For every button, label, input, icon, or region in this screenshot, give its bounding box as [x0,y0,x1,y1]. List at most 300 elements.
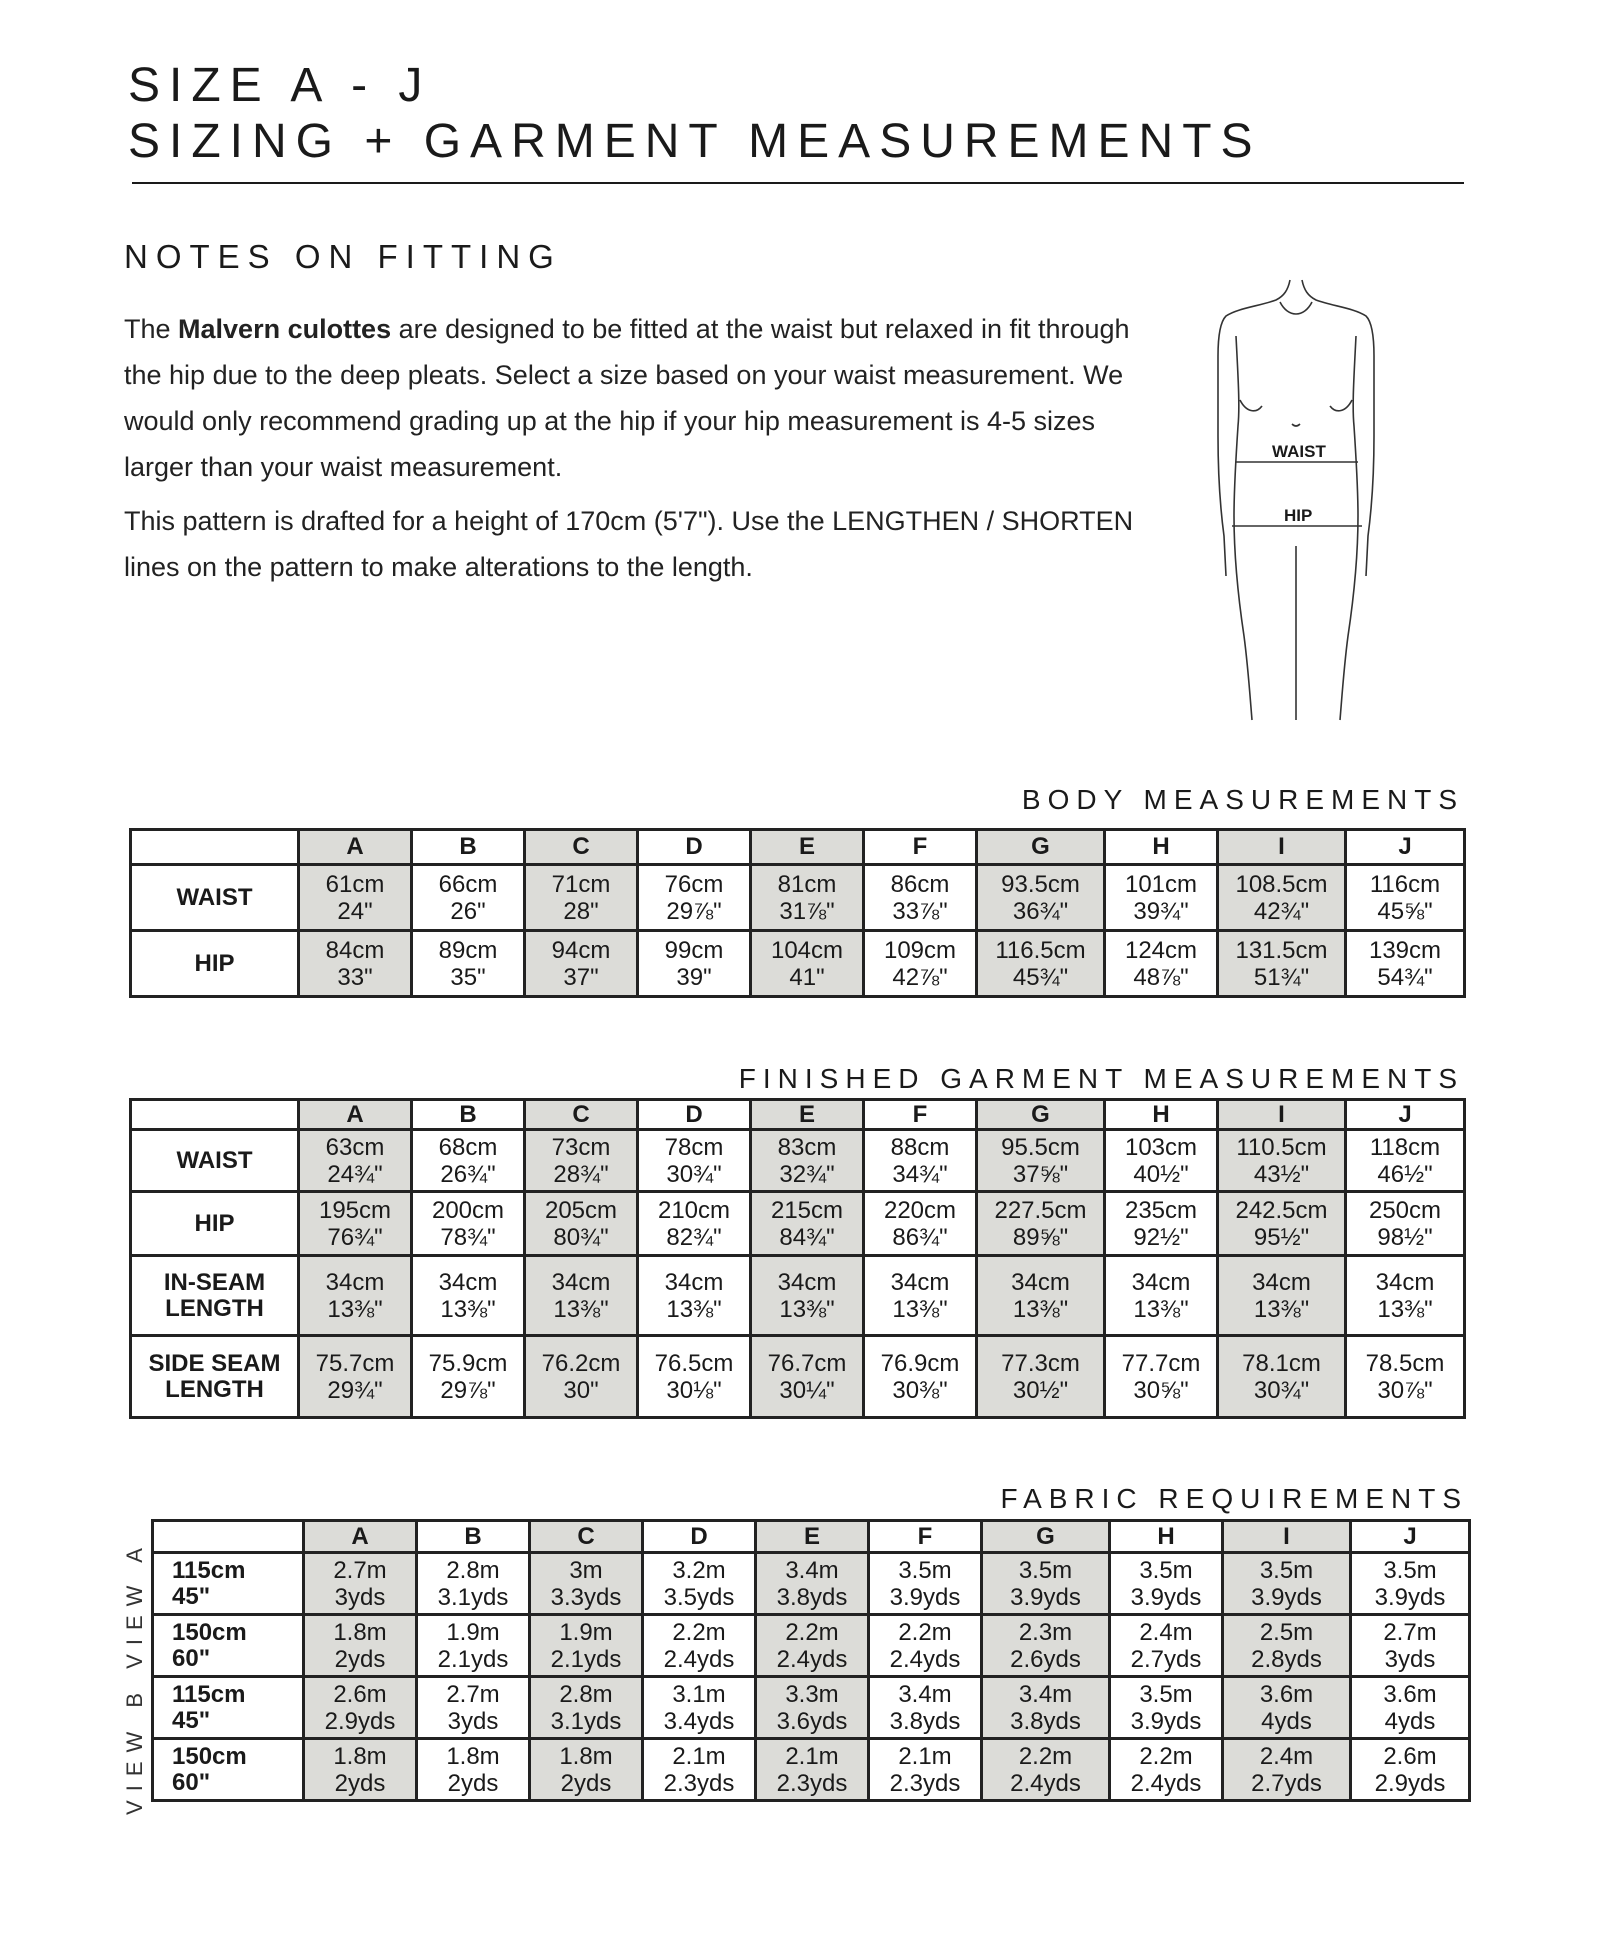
metric-value: 2.7m [446,1680,500,1708]
metric-value: 34cm [551,1268,611,1296]
fabric-size-header-f: F [869,1521,982,1553]
imperial-value: 2.4yds [776,1645,848,1673]
imperial-value: 2.8yds [1251,1645,1322,1673]
finished-size-header-b: B [412,1100,525,1130]
finished-cell-g [977,1256,1105,1336]
metric-value: 116.5cm [995,936,1086,964]
finished-cell-g [977,1192,1105,1256]
finished-cell-g [977,1130,1105,1192]
fabric-cell-h [1110,1677,1223,1739]
metric-value: 34cm [1375,1268,1435,1296]
finished-measurements-table [129,1098,1466,1419]
imperial-value: 3.3yds [550,1583,622,1611]
fabric-cell-d [643,1553,756,1615]
metric-value: 81cm [777,870,837,898]
metric-value: 3.1m [672,1680,726,1708]
fabric-row [153,1739,1470,1801]
imperial-value: 30⅜" [892,1376,948,1404]
imperial-value: 34¾" [892,1160,948,1188]
metric-value: 131.5cm [1235,936,1328,964]
imperial-value: 48⅞" [1133,963,1189,991]
metric-value: 215cm [770,1196,844,1224]
imperial-value: 2.3yds [776,1769,848,1797]
finished-cell-a [299,1192,412,1256]
imperial-value: 30" [563,1376,599,1404]
metric-value: 77.7cm [1121,1349,1201,1377]
metric-value: 73cm [551,1133,611,1161]
notes-p1-text: are designed to be fitted at the waist but relaxed in fit through the hip due to the deep pleats. Select a size based on your waist measurement. We would only recommend grading up at the hip if your hip measurement is 4-5 sizes larger than your waist measurement. [124,314,1130,482]
fabric-cell-h [1110,1553,1223,1615]
metric-value: 2.7m [1383,1618,1437,1646]
imperial-value: 13⅜" [1377,1295,1433,1323]
body-cell-h [1105,931,1218,997]
metric-value: 108.5cm [1235,870,1328,898]
body-cell-c [525,931,638,997]
body-row-label: HIP [131,931,299,997]
metric-value: 34cm [890,1268,950,1296]
imperial-value: 46½" [1377,1160,1433,1188]
imperial-value: 51¾" [1253,963,1310,991]
imperial-value: 54¾" [1377,963,1433,991]
notes-paragraph-1 [124,306,1144,490]
imperial-value: 30⅞" [1377,1376,1433,1404]
imperial-value: 2yds [560,1769,612,1797]
row-label-line: SIDE SEAM [148,1349,281,1377]
metric-value: 242.5cm [1235,1196,1328,1224]
imperial-value: 26" [450,897,486,925]
metric-value: 3.5m [1018,1556,1073,1584]
finished-size-header-h: H [1105,1100,1218,1130]
fabric-cell-g [982,1677,1110,1739]
fabric-width-label [153,1553,304,1615]
metric-value: 34cm [438,1268,498,1296]
metric-value: 101cm [1124,870,1198,898]
metric-value: 1.9m [446,1618,500,1646]
imperial-value: 82¾" [666,1223,722,1251]
fabric-cell-f [869,1553,982,1615]
fabric-cell-j [1351,1553,1470,1615]
imperial-value: 4yds [1261,1707,1312,1735]
body-cell-g [977,865,1105,931]
finished-cell-j [1346,1130,1465,1192]
imperial-value: 45¾" [1012,963,1069,991]
imperial-value: 29⅞" [440,1376,496,1404]
metric-value: 2.4m [1259,1742,1314,1770]
finished-cell-i [1218,1336,1346,1418]
body-size-header-d: D [638,830,751,865]
metric-value: 76.5cm [654,1349,734,1377]
finished-cell-f [864,1336,977,1418]
imperial-value: 2.4yds [663,1645,735,1673]
metric-value: 1.8m [333,1618,387,1646]
fabric-cell-e [756,1739,869,1801]
imperial-value: 13⅜" [892,1295,948,1323]
fabric-cell-b [417,1615,530,1677]
metric-value: 2.8m [559,1680,613,1708]
fabric-cell-i [1223,1677,1351,1739]
imperial-value: 13⅜" [1133,1295,1189,1323]
fabric-cell-d [643,1677,756,1739]
imperial-value: 29⅞" [666,897,722,925]
imperial-value: 3.9yds [1374,1583,1446,1611]
finished-cell-c [525,1192,638,1256]
body-size-header-j: J [1346,830,1465,865]
finished-cell-i [1218,1192,1346,1256]
imperial-value: 3.8yds [889,1707,961,1735]
body-size-header-c: C [525,830,638,865]
body-size-header-f: F [864,830,977,865]
metric-value: 2.3m [1018,1618,1073,1646]
body-cell-a [299,865,412,931]
metric-value: 2.2m [785,1618,839,1646]
imperial-value: 30¾" [1253,1376,1310,1404]
finished-cell-f [864,1256,977,1336]
metric-value: 124cm [1124,936,1198,964]
metric-value: 2.4m [1139,1618,1193,1646]
body-cell-e [751,931,864,997]
fabric-cell-i [1223,1553,1351,1615]
body-size-header-a: A [299,830,412,865]
metric-value: 78cm [664,1133,724,1161]
finished-cell-a [299,1256,412,1336]
imperial-value: 2.1yds [550,1645,622,1673]
finished-cell-d [638,1192,751,1256]
finished-row [131,1256,1465,1336]
imperial-value: 24¾" [327,1160,383,1188]
metric-value: 3.5m [1383,1556,1437,1584]
fabric-cell-j [1351,1739,1470,1801]
imperial-value: 92½" [1133,1223,1189,1251]
imperial-value: 24" [337,897,373,925]
fabric-cell-a [304,1615,417,1677]
imperial-value: 3.8yds [1010,1707,1081,1735]
fabric-cell-a [304,1553,417,1615]
metric-value: 95.5cm [1001,1133,1080,1161]
metric-value: 71cm [551,870,611,898]
metric-value: 2.2m [672,1618,726,1646]
imperial-value: 39" [676,963,712,991]
fabric-row [153,1615,1470,1677]
metric-value: 2.1m [672,1742,726,1770]
finished-cell-f [864,1192,977,1256]
fabric-cell-h [1110,1739,1223,1801]
finished-cell-c [525,1336,638,1418]
finished-size-header-i: I [1218,1100,1346,1130]
metric-value: 103cm [1124,1133,1198,1161]
finished-cell-d [638,1336,751,1418]
imperial-value: 26¾" [440,1160,496,1188]
imperial-value: 30¾" [666,1160,722,1188]
imperial-value: 13⅜" [553,1295,609,1323]
fabric-cell-e [756,1615,869,1677]
imperial-value: 43½" [1253,1160,1310,1188]
body-row-label: WAIST [131,865,299,931]
body-size-header-b: B [412,830,525,865]
finished-cell-e [751,1336,864,1418]
finished-cell-h [1105,1256,1218,1336]
metric-value: 94cm [551,936,611,964]
imperial-value: 2.3yds [889,1769,961,1797]
body-cell-j [1346,931,1465,997]
finished-cell-h [1105,1336,1218,1418]
imperial-value: 36¾" [1012,897,1069,925]
fabric-cell-b [417,1553,530,1615]
finished-cell-h [1105,1192,1218,1256]
metric-value: 139cm [1368,936,1442,964]
body-cell-g [977,931,1105,997]
metric-value: 3.5m [1139,1680,1193,1708]
imperial-value: 40½" [1133,1160,1189,1188]
metric-value: 1.8m [333,1742,387,1770]
notes-body [124,306,1144,598]
finished-row-label [131,1336,299,1418]
imperial-value: 42¾" [1253,897,1310,925]
imperial-value: 2.7yds [1130,1645,1202,1673]
imperial-value: 2.9yds [324,1707,396,1735]
finished-cell-c [525,1256,638,1336]
body-size-header-e: E [751,830,864,865]
fabric-width-label [153,1677,304,1739]
finished-size-header-j: J [1346,1100,1465,1130]
imperial-value: 3.9yds [1130,1583,1202,1611]
finished-cell-e [751,1192,864,1256]
metric-value: 68cm [438,1133,498,1161]
finished-cell-i [1218,1256,1346,1336]
fabric-cell-j [1351,1677,1470,1739]
body-cell-i [1218,931,1346,997]
fabric-cell-g [982,1553,1110,1615]
finished-size-header-c: C [525,1100,638,1130]
imperial-value: 84¾" [779,1223,835,1251]
imperial-value: 2.3yds [663,1769,735,1797]
finished-cell-e [751,1256,864,1336]
body-row [131,931,1465,997]
finished-row-label: WAIST [131,1130,299,1192]
imperial-value: 35" [450,963,486,991]
fabric-width-label [153,1615,304,1677]
imperial-value: 2yds [447,1769,499,1797]
page-title [128,58,1262,170]
fabric-size-header-g: G [982,1521,1110,1553]
finished-cell-b [412,1130,525,1192]
row-label-line: LENGTH [165,1294,264,1322]
body-cell-d [638,931,751,997]
metric-value: 1.8m [446,1742,500,1770]
fabric-size-header-e: E [756,1521,869,1553]
finished-cell-f [864,1130,977,1192]
metric-value: 3m [569,1556,603,1584]
metric-value: 195cm [318,1196,392,1224]
metric-value: 86cm [890,870,950,898]
metric-value: 200cm [431,1196,505,1224]
metric-value: 104cm [770,936,844,964]
imperial-value: 37" [563,963,599,991]
fabric-size-header-h: H [1110,1521,1223,1553]
fabric-size-header-b: B [417,1521,530,1553]
body-cell-j [1346,865,1465,931]
fabric-cell-e [756,1677,869,1739]
imperial-value: 3yds [1384,1645,1436,1673]
finished-cell-d [638,1256,751,1336]
finished-measurements-title: FINISHED GARMENT MEASUREMENTS [738,1063,1464,1094]
waist-label: WAIST [1272,442,1326,461]
fabric-cell-g [982,1739,1110,1801]
finished-size-header-d: D [638,1100,751,1130]
imperial-value: 76¾" [327,1223,383,1251]
metric-value: 250cm [1368,1196,1442,1224]
imperial-value: 13⅜" [779,1295,835,1323]
body-figure-illustration [1216,276,1376,722]
fabric-width-cm: 115cm [172,1556,246,1584]
finished-cell-c [525,1130,638,1192]
finished-cell-b [412,1192,525,1256]
metric-value: 109cm [883,936,957,964]
imperial-value: 2.4yds [1130,1769,1202,1797]
imperial-value: 2.9yds [1374,1769,1446,1797]
metric-value: 2.5m [1259,1618,1314,1646]
finished-cell-a [299,1336,412,1418]
metric-value: 84cm [325,936,385,964]
fabric-cell-j [1351,1615,1470,1677]
fabric-cell-c [530,1615,643,1677]
metric-value: 83cm [777,1133,837,1161]
metric-value: 34cm [325,1268,385,1296]
imperial-value: 3.6yds [776,1707,848,1735]
imperial-value: 13⅜" [327,1295,383,1323]
body-cell-h [1105,865,1218,931]
finished-size-header-a: A [299,1100,412,1130]
metric-value: 2.2m [1018,1742,1073,1770]
imperial-value: 2.7yds [1251,1769,1322,1797]
fabric-cell-b [417,1739,530,1801]
metric-value: 3.4m [1018,1680,1073,1708]
fabric-cell-c [530,1677,643,1739]
finished-row [131,1336,1465,1418]
fabric-cell-e [756,1553,869,1615]
metric-value: 99cm [664,936,724,964]
metric-value: 2.7m [333,1556,387,1584]
metric-value: 3.5m [898,1556,952,1584]
imperial-value: 3.5yds [663,1583,735,1611]
finished-cell-j [1346,1192,1465,1256]
imperial-value: 41" [789,963,825,991]
body-size-header-g: G [977,830,1105,865]
fabric-cell-i [1223,1739,1351,1801]
row-label-line: LENGTH [165,1375,264,1403]
notes-paragraph-2: This pattern is drafted for a height of 170cm (5'7"). Use the LENGTHEN / SHORTEN lines on the pattern to make alterations to the length. [124,506,1134,582]
finished-cell-i [1218,1130,1346,1192]
imperial-value: 33⅞" [892,897,948,925]
finished-cell-g [977,1336,1105,1418]
product-name: Malvern culottes [178,314,392,344]
fabric-corner-cell [153,1521,304,1553]
metric-value: 3.4m [785,1556,839,1584]
fabric-width-cm: 150cm [172,1618,247,1646]
imperial-value: 30½" [1012,1376,1069,1404]
imperial-value: 2yds [334,1769,386,1797]
view-side-label-text: VIEW B VIEW A [122,1539,147,1815]
imperial-value: 86¾" [892,1223,948,1251]
fabric-size-header-c: C [530,1521,643,1553]
fabric-width-in: 45" [172,1582,211,1610]
finished-cell-b [412,1256,525,1336]
metric-value: 210cm [657,1196,731,1224]
fabric-cell-c [530,1553,643,1615]
metric-value: 75.9cm [428,1349,508,1377]
metric-value: 76.9cm [880,1349,960,1377]
metric-value: 3.4m [898,1680,952,1708]
fabric-width-in: 60" [172,1644,211,1672]
metric-value: 2.1m [898,1742,952,1770]
finished-cell-j [1346,1336,1465,1418]
finished-cell-d [638,1130,751,1192]
imperial-value: 3.9yds [889,1583,961,1611]
metric-value: 3.2m [672,1556,726,1584]
metric-value: 76.7cm [767,1349,847,1377]
fabric-cell-a [304,1677,417,1739]
imperial-value: 89⅝" [1012,1223,1069,1251]
metric-value: 93.5cm [1001,870,1080,898]
imperial-value: 3.1yds [437,1583,509,1611]
body-cell-c [525,865,638,931]
body-measurements-table [129,828,1466,998]
imperial-value: 33" [337,963,373,991]
metric-value: 2.1m [785,1742,839,1770]
metric-value: 78.1cm [1242,1349,1321,1377]
imperial-value: 3yds [334,1583,386,1611]
finished-row [131,1192,1465,1256]
imperial-value: 28" [563,897,599,925]
imperial-value: 95½" [1253,1223,1310,1251]
metric-value: 34cm [777,1268,837,1296]
finished-corner-cell [131,1100,299,1130]
metric-value: 34cm [664,1268,724,1296]
fabric-cell-d [643,1615,756,1677]
imperial-value: 80¾" [553,1223,609,1251]
imperial-value: 78¾" [440,1223,496,1251]
view-side-label [120,1539,150,1815]
metric-value: 110.5cm [1236,1133,1327,1161]
metric-value: 63cm [325,1133,385,1161]
imperial-value: 39¾" [1133,897,1189,925]
imperial-value: 32¾" [779,1160,835,1188]
fabric-row [153,1553,1470,1615]
finished-cell-h [1105,1130,1218,1192]
metric-value: 227.5cm [994,1196,1087,1224]
body-corner-cell [131,830,299,865]
imperial-value: 2.1yds [437,1645,509,1673]
body-cell-f [864,931,977,997]
body-cell-f [864,865,977,931]
imperial-value: 30⅛" [666,1376,722,1404]
imperial-value: 3.8yds [776,1583,848,1611]
metric-value: 3.5m [1259,1556,1314,1584]
metric-value: 2.6m [333,1680,387,1708]
title-divider [132,182,1464,184]
fabric-cell-h [1110,1615,1223,1677]
metric-value: 89cm [438,936,498,964]
fabric-width-cm: 150cm [172,1742,247,1770]
finished-row-label: HIP [131,1192,299,1256]
finished-size-header-g: G [977,1100,1105,1130]
imperial-value: 3.9yds [1130,1707,1202,1735]
finished-cell-b [412,1336,525,1418]
fabric-cell-c [530,1739,643,1801]
metric-value: 1.8m [559,1742,613,1770]
finished-row-label [131,1256,299,1336]
imperial-value: 13⅜" [1012,1295,1069,1323]
metric-value: 88cm [890,1133,950,1161]
